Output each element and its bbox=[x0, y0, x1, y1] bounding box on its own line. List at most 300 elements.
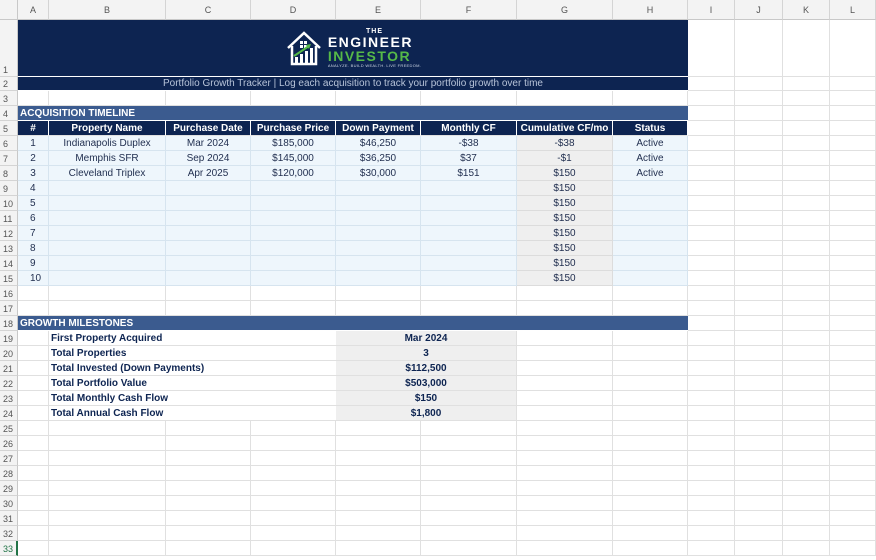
cell[interactable] bbox=[735, 181, 783, 196]
cell[interactable] bbox=[735, 121, 783, 136]
cell[interactable] bbox=[735, 526, 783, 541]
table-cell[interactable] bbox=[49, 241, 166, 256]
cell[interactable] bbox=[336, 301, 421, 316]
table-cell[interactable]: 4 bbox=[18, 181, 49, 196]
cell[interactable] bbox=[830, 436, 876, 451]
cell[interactable] bbox=[783, 77, 830, 91]
cell[interactable] bbox=[49, 451, 166, 466]
cell[interactable] bbox=[18, 526, 49, 541]
cell[interactable] bbox=[49, 511, 166, 526]
cell[interactable] bbox=[830, 466, 876, 481]
cell[interactable] bbox=[688, 121, 735, 136]
cell[interactable] bbox=[783, 151, 830, 166]
cell[interactable] bbox=[421, 526, 517, 541]
cell[interactable] bbox=[336, 496, 421, 511]
cell[interactable] bbox=[49, 286, 166, 301]
column-header[interactable]: G bbox=[517, 0, 613, 20]
table-cell[interactable]: Indianapolis Duplex bbox=[49, 136, 166, 151]
table-cell[interactable]: $151 bbox=[421, 166, 517, 181]
table-cell[interactable]: Sep 2024 bbox=[166, 151, 251, 166]
cell[interactable] bbox=[688, 136, 735, 151]
table-cell[interactable] bbox=[421, 241, 517, 256]
acquisition-column-header[interactable]: Monthly CF bbox=[421, 121, 517, 136]
row-header[interactable]: 20 bbox=[0, 346, 18, 361]
table-cell[interactable] bbox=[251, 226, 336, 241]
cell[interactable] bbox=[166, 436, 251, 451]
table-cell[interactable]: 5 bbox=[18, 196, 49, 211]
cell[interactable] bbox=[421, 511, 517, 526]
row-header[interactable]: 8 bbox=[0, 166, 18, 181]
cell[interactable] bbox=[735, 301, 783, 316]
cell[interactable] bbox=[251, 481, 336, 496]
row-header[interactable]: 24 bbox=[0, 406, 18, 421]
table-cell[interactable] bbox=[49, 211, 166, 226]
cell[interactable] bbox=[735, 481, 783, 496]
cell[interactable] bbox=[735, 211, 783, 226]
table-cell[interactable] bbox=[49, 271, 166, 286]
cell[interactable] bbox=[830, 376, 876, 391]
cell[interactable] bbox=[613, 286, 688, 301]
cell[interactable] bbox=[688, 286, 735, 301]
table-cell[interactable] bbox=[613, 211, 688, 226]
cell[interactable] bbox=[783, 481, 830, 496]
cell[interactable] bbox=[421, 286, 517, 301]
cell[interactable] bbox=[735, 391, 783, 406]
cell[interactable] bbox=[735, 541, 783, 556]
cell[interactable] bbox=[735, 496, 783, 511]
cell[interactable] bbox=[735, 376, 783, 391]
cell[interactable] bbox=[166, 301, 251, 316]
table-cell[interactable]: $150 bbox=[517, 196, 613, 211]
cell[interactable] bbox=[688, 466, 735, 481]
row-header[interactable]: 33 bbox=[0, 541, 18, 556]
cell[interactable] bbox=[251, 511, 336, 526]
table-cell[interactable] bbox=[251, 241, 336, 256]
cell[interactable] bbox=[688, 151, 735, 166]
column-header[interactable]: E bbox=[336, 0, 421, 20]
cell[interactable] bbox=[783, 346, 830, 361]
cell[interactable] bbox=[783, 271, 830, 286]
table-cell[interactable]: Mar 2024 bbox=[166, 136, 251, 151]
cell[interactable] bbox=[421, 421, 517, 436]
cell[interactable] bbox=[18, 406, 49, 421]
cell[interactable] bbox=[18, 436, 49, 451]
milestone-value[interactable]: Mar 2024 bbox=[336, 331, 517, 346]
cell[interactable] bbox=[421, 301, 517, 316]
acquisition-column-header[interactable]: Cumulative CF/mo bbox=[517, 121, 613, 136]
cell[interactable] bbox=[517, 391, 613, 406]
row-header[interactable]: 5 bbox=[0, 121, 18, 136]
table-cell[interactable] bbox=[613, 196, 688, 211]
cell[interactable] bbox=[735, 106, 783, 121]
cell[interactable] bbox=[166, 541, 251, 556]
cell[interactable] bbox=[421, 451, 517, 466]
row-header[interactable]: 6 bbox=[0, 136, 18, 151]
table-cell[interactable] bbox=[613, 271, 688, 286]
table-cell[interactable] bbox=[421, 271, 517, 286]
cell[interactable] bbox=[830, 346, 876, 361]
cell[interactable] bbox=[166, 526, 251, 541]
table-cell[interactable] bbox=[166, 271, 251, 286]
cell[interactable] bbox=[735, 166, 783, 181]
cell[interactable] bbox=[688, 181, 735, 196]
cell[interactable] bbox=[688, 20, 735, 77]
cell[interactable] bbox=[735, 466, 783, 481]
row-header[interactable]: 14 bbox=[0, 256, 18, 271]
row-header[interactable]: 7 bbox=[0, 151, 18, 166]
row-header[interactable]: 19 bbox=[0, 331, 18, 346]
cell[interactable] bbox=[49, 91, 166, 106]
cell[interactable] bbox=[517, 451, 613, 466]
table-cell[interactable]: $150 bbox=[517, 256, 613, 271]
cell[interactable] bbox=[735, 136, 783, 151]
table-cell[interactable]: -$38 bbox=[517, 136, 613, 151]
cell[interactable] bbox=[49, 436, 166, 451]
cell[interactable] bbox=[251, 421, 336, 436]
row-header[interactable]: 12 bbox=[0, 226, 18, 241]
cell[interactable] bbox=[830, 166, 876, 181]
cell[interactable] bbox=[421, 91, 517, 106]
column-header[interactable]: B bbox=[49, 0, 166, 20]
cell[interactable] bbox=[336, 436, 421, 451]
table-cell[interactable] bbox=[421, 196, 517, 211]
cell[interactable] bbox=[688, 421, 735, 436]
cell[interactable] bbox=[783, 226, 830, 241]
cell[interactable] bbox=[688, 301, 735, 316]
cell[interactable] bbox=[517, 376, 613, 391]
table-cell[interactable]: $150 bbox=[517, 211, 613, 226]
table-cell[interactable] bbox=[421, 211, 517, 226]
cell[interactable] bbox=[830, 196, 876, 211]
cell[interactable] bbox=[735, 331, 783, 346]
cell[interactable] bbox=[688, 196, 735, 211]
cell[interactable] bbox=[517, 331, 613, 346]
cell[interactable] bbox=[830, 211, 876, 226]
row-header[interactable]: 22 bbox=[0, 376, 18, 391]
cell[interactable] bbox=[251, 496, 336, 511]
row-header[interactable]: 4 bbox=[0, 106, 18, 121]
cell[interactable] bbox=[735, 436, 783, 451]
cell[interactable] bbox=[783, 286, 830, 301]
table-cell[interactable] bbox=[336, 271, 421, 286]
table-cell[interactable] bbox=[336, 181, 421, 196]
cell[interactable] bbox=[830, 256, 876, 271]
table-cell[interactable] bbox=[336, 226, 421, 241]
table-cell[interactable]: $150 bbox=[517, 226, 613, 241]
cell[interactable] bbox=[688, 451, 735, 466]
cell[interactable] bbox=[783, 301, 830, 316]
table-cell[interactable] bbox=[613, 226, 688, 241]
cell[interactable] bbox=[688, 271, 735, 286]
cell[interactable] bbox=[517, 301, 613, 316]
cell[interactable] bbox=[336, 511, 421, 526]
cell[interactable] bbox=[688, 331, 735, 346]
row-header[interactable]: 9 bbox=[0, 181, 18, 196]
table-cell[interactable]: $150 bbox=[517, 181, 613, 196]
table-cell[interactable] bbox=[49, 256, 166, 271]
cell[interactable] bbox=[613, 496, 688, 511]
table-cell[interactable]: $120,000 bbox=[251, 166, 336, 181]
row-header[interactable]: 30 bbox=[0, 496, 18, 511]
cell[interactable] bbox=[735, 451, 783, 466]
table-cell[interactable]: 6 bbox=[18, 211, 49, 226]
cell[interactable] bbox=[688, 77, 735, 91]
cell[interactable] bbox=[517, 481, 613, 496]
milestone-value[interactable]: $112,500 bbox=[336, 361, 517, 376]
cell[interactable] bbox=[336, 91, 421, 106]
cell[interactable] bbox=[735, 511, 783, 526]
cell[interactable] bbox=[735, 241, 783, 256]
table-cell[interactable]: Apr 2025 bbox=[166, 166, 251, 181]
acquisition-column-header[interactable]: # bbox=[18, 121, 49, 136]
cell[interactable] bbox=[783, 376, 830, 391]
row-header[interactable]: 3 bbox=[0, 91, 18, 106]
cell[interactable] bbox=[613, 376, 688, 391]
cell[interactable] bbox=[251, 436, 336, 451]
column-header[interactable]: D bbox=[251, 0, 336, 20]
column-header[interactable]: K bbox=[783, 0, 830, 20]
cell[interactable] bbox=[783, 436, 830, 451]
cell[interactable] bbox=[830, 136, 876, 151]
cell[interactable] bbox=[18, 391, 49, 406]
cell[interactable] bbox=[613, 391, 688, 406]
cell[interactable] bbox=[783, 196, 830, 211]
cell[interactable] bbox=[166, 511, 251, 526]
row-header[interactable]: 10 bbox=[0, 196, 18, 211]
row-header[interactable]: 16 bbox=[0, 286, 18, 301]
cell[interactable] bbox=[830, 496, 876, 511]
table-cell[interactable]: $150 bbox=[517, 271, 613, 286]
cell[interactable] bbox=[49, 421, 166, 436]
cell[interactable] bbox=[613, 421, 688, 436]
cell[interactable] bbox=[18, 511, 49, 526]
cell[interactable] bbox=[783, 136, 830, 151]
cell[interactable] bbox=[830, 481, 876, 496]
cell[interactable] bbox=[830, 406, 876, 421]
table-cell[interactable]: 1 bbox=[18, 136, 49, 151]
row-header[interactable]: 28 bbox=[0, 466, 18, 481]
cell[interactable] bbox=[735, 316, 783, 331]
cell[interactable] bbox=[830, 421, 876, 436]
table-cell[interactable]: 9 bbox=[18, 256, 49, 271]
row-header[interactable]: 29 bbox=[0, 481, 18, 496]
row-header[interactable]: 11 bbox=[0, 211, 18, 226]
table-cell[interactable] bbox=[336, 241, 421, 256]
cell[interactable] bbox=[18, 286, 49, 301]
cell[interactable] bbox=[517, 526, 613, 541]
row-header[interactable]: 26 bbox=[0, 436, 18, 451]
cell[interactable] bbox=[336, 466, 421, 481]
cell[interactable] bbox=[421, 466, 517, 481]
cell[interactable] bbox=[783, 166, 830, 181]
cell[interactable] bbox=[783, 391, 830, 406]
cell[interactable] bbox=[517, 511, 613, 526]
cell[interactable] bbox=[421, 496, 517, 511]
table-cell[interactable]: -$1 bbox=[517, 151, 613, 166]
table-cell[interactable] bbox=[166, 196, 251, 211]
cell[interactable] bbox=[613, 481, 688, 496]
cell[interactable] bbox=[830, 331, 876, 346]
cell[interactable] bbox=[18, 361, 49, 376]
cell[interactable] bbox=[830, 286, 876, 301]
cell[interactable] bbox=[783, 421, 830, 436]
cell[interactable] bbox=[18, 346, 49, 361]
cell[interactable] bbox=[830, 271, 876, 286]
cell[interactable] bbox=[613, 361, 688, 376]
acquisition-column-header[interactable]: Status bbox=[613, 121, 688, 136]
cell[interactable] bbox=[688, 526, 735, 541]
cell[interactable] bbox=[336, 541, 421, 556]
acquisition-column-header[interactable]: Purchase Price bbox=[251, 121, 336, 136]
cell[interactable] bbox=[688, 481, 735, 496]
cell[interactable] bbox=[166, 481, 251, 496]
cell[interactable] bbox=[18, 451, 49, 466]
cell[interactable] bbox=[830, 226, 876, 241]
cell[interactable] bbox=[613, 511, 688, 526]
column-header[interactable]: F bbox=[421, 0, 517, 20]
cell[interactable] bbox=[517, 286, 613, 301]
cell[interactable] bbox=[49, 496, 166, 511]
cell[interactable] bbox=[18, 301, 49, 316]
cell[interactable] bbox=[336, 421, 421, 436]
table-cell[interactable]: Memphis SFR bbox=[49, 151, 166, 166]
table-cell[interactable]: 3 bbox=[18, 166, 49, 181]
cell[interactable] bbox=[517, 361, 613, 376]
column-header[interactable]: I bbox=[688, 0, 735, 20]
cell[interactable] bbox=[688, 91, 735, 106]
cell[interactable] bbox=[830, 511, 876, 526]
cell[interactable] bbox=[49, 541, 166, 556]
cell[interactable] bbox=[517, 436, 613, 451]
cell[interactable] bbox=[783, 241, 830, 256]
column-header[interactable]: H bbox=[613, 0, 688, 20]
cell[interactable] bbox=[336, 481, 421, 496]
table-cell[interactable] bbox=[613, 181, 688, 196]
cell[interactable] bbox=[517, 496, 613, 511]
cell[interactable] bbox=[166, 91, 251, 106]
table-cell[interactable] bbox=[166, 181, 251, 196]
cell[interactable] bbox=[783, 106, 830, 121]
cell[interactable] bbox=[251, 466, 336, 481]
row-header[interactable]: 1 bbox=[0, 20, 18, 77]
cell[interactable] bbox=[830, 241, 876, 256]
row-header[interactable]: 18 bbox=[0, 316, 18, 331]
table-cell[interactable] bbox=[421, 256, 517, 271]
cell[interactable] bbox=[18, 466, 49, 481]
table-cell[interactable]: $150 bbox=[517, 241, 613, 256]
cell[interactable] bbox=[830, 106, 876, 121]
cell[interactable] bbox=[783, 211, 830, 226]
cell[interactable] bbox=[517, 466, 613, 481]
cell[interactable] bbox=[18, 541, 49, 556]
cell[interactable] bbox=[830, 451, 876, 466]
table-cell[interactable]: $185,000 bbox=[251, 136, 336, 151]
cell[interactable] bbox=[735, 406, 783, 421]
table-cell[interactable]: $36,250 bbox=[336, 151, 421, 166]
cell[interactable] bbox=[783, 511, 830, 526]
cell[interactable] bbox=[783, 406, 830, 421]
table-cell[interactable] bbox=[613, 241, 688, 256]
cell[interactable] bbox=[735, 20, 783, 77]
cell[interactable] bbox=[783, 466, 830, 481]
cell[interactable] bbox=[783, 316, 830, 331]
table-cell[interactable] bbox=[251, 211, 336, 226]
column-header[interactable]: C bbox=[166, 0, 251, 20]
cell[interactable] bbox=[830, 77, 876, 91]
cell[interactable] bbox=[166, 466, 251, 481]
cell[interactable] bbox=[783, 331, 830, 346]
cell[interactable] bbox=[49, 481, 166, 496]
cell[interactable] bbox=[735, 151, 783, 166]
row-header[interactable]: 32 bbox=[0, 526, 18, 541]
cell[interactable] bbox=[251, 301, 336, 316]
cell[interactable] bbox=[688, 511, 735, 526]
cell[interactable] bbox=[613, 526, 688, 541]
cell[interactable] bbox=[421, 541, 517, 556]
row-header[interactable]: 2 bbox=[0, 77, 18, 91]
cell[interactable] bbox=[251, 526, 336, 541]
table-cell[interactable]: 7 bbox=[18, 226, 49, 241]
cell[interactable] bbox=[166, 496, 251, 511]
table-cell[interactable]: $46,250 bbox=[336, 136, 421, 151]
row-header[interactable]: 25 bbox=[0, 421, 18, 436]
table-cell[interactable]: $37 bbox=[421, 151, 517, 166]
cell[interactable] bbox=[783, 121, 830, 136]
cell[interactable] bbox=[783, 181, 830, 196]
table-cell[interactable]: Active bbox=[613, 136, 688, 151]
cell[interactable] bbox=[613, 406, 688, 421]
table-cell[interactable] bbox=[251, 256, 336, 271]
cell[interactable] bbox=[830, 20, 876, 77]
cell[interactable] bbox=[783, 541, 830, 556]
cell[interactable] bbox=[688, 406, 735, 421]
cell[interactable] bbox=[830, 361, 876, 376]
cell[interactable] bbox=[613, 91, 688, 106]
cell[interactable] bbox=[830, 121, 876, 136]
cell[interactable] bbox=[336, 451, 421, 466]
cell[interactable] bbox=[49, 466, 166, 481]
table-cell[interactable]: $30,000 bbox=[336, 166, 421, 181]
table-cell[interactable] bbox=[251, 271, 336, 286]
table-cell[interactable] bbox=[251, 181, 336, 196]
cell[interactable] bbox=[830, 316, 876, 331]
row-header[interactable]: 21 bbox=[0, 361, 18, 376]
cell[interactable] bbox=[688, 256, 735, 271]
cell[interactable] bbox=[517, 406, 613, 421]
cell[interactable] bbox=[251, 451, 336, 466]
cell[interactable] bbox=[336, 526, 421, 541]
cell[interactable] bbox=[18, 496, 49, 511]
cell[interactable] bbox=[735, 346, 783, 361]
cell[interactable] bbox=[735, 271, 783, 286]
cell[interactable] bbox=[517, 91, 613, 106]
column-header[interactable]: J bbox=[735, 0, 783, 20]
cell[interactable] bbox=[688, 211, 735, 226]
cell[interactable] bbox=[251, 91, 336, 106]
cell[interactable] bbox=[18, 91, 49, 106]
table-cell[interactable] bbox=[49, 226, 166, 241]
cell[interactable] bbox=[613, 466, 688, 481]
cell[interactable] bbox=[830, 301, 876, 316]
cell[interactable] bbox=[336, 286, 421, 301]
table-cell[interactable] bbox=[166, 211, 251, 226]
cell[interactable] bbox=[613, 541, 688, 556]
cell[interactable] bbox=[783, 361, 830, 376]
table-cell[interactable] bbox=[336, 256, 421, 271]
cell[interactable] bbox=[735, 226, 783, 241]
cell[interactable] bbox=[783, 496, 830, 511]
cell[interactable] bbox=[735, 361, 783, 376]
